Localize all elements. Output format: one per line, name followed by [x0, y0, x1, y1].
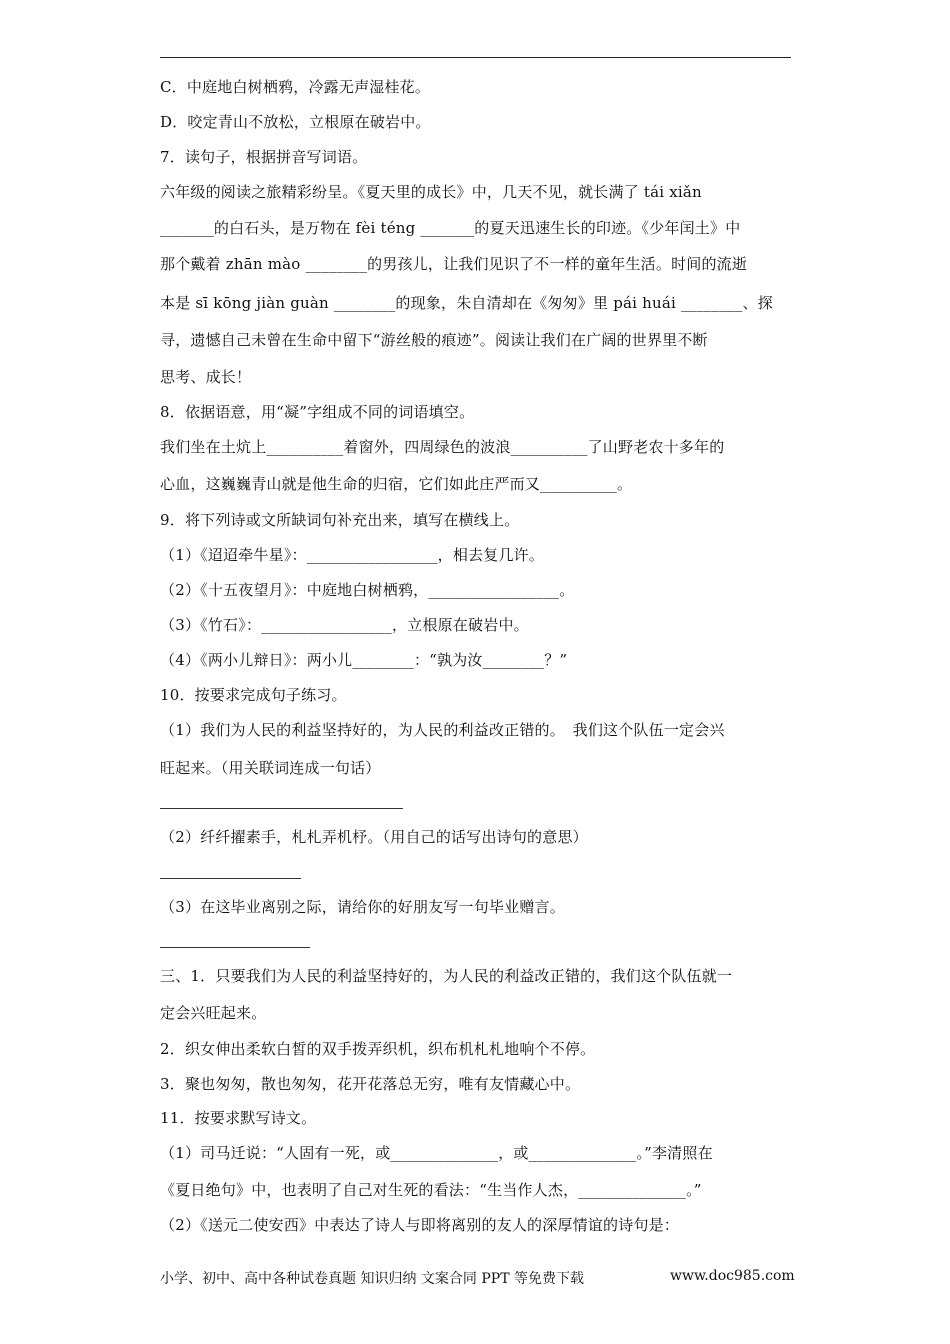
footer-text: 小学、初中、高中各种试卷真题 知识归纳 文案合同 PPT 等免费下载	[160, 1271, 584, 1287]
option-c: C．中庭地白树栖鸦，冷露无声湿桂花。	[160, 78, 431, 96]
q10-title: 10．按要求完成句子练习。	[160, 686, 347, 704]
q8-title: 8．依据语意，用“凝”字组成不同的词语填空。	[160, 403, 475, 421]
q11-item-2: （2）《送元二使安西》中表达了诗人与即将离别的友人的深厚情谊的诗句是：	[160, 1216, 680, 1234]
q7-line-4: 本是 sī kōng jiàn guàn ________的现象，朱自清却在《匆匆》里 pái huái ________、探	[160, 294, 773, 312]
q10-item-1a: （1）我们为人民的利益坚持好的，为人民的利益改正错的。 我们这个队伍一定会兴	[160, 721, 725, 739]
q11-title: 11．按要求默写诗文。	[160, 1109, 317, 1127]
q11-item-1a: （1）司马迁说：“人固有一死，或______________，或______________。”李清照在	[160, 1144, 713, 1162]
q7-line-2: _______的白石头，是万物在 fèi téng _______的夏天迅速生长的印迹。《少年闰土》中	[160, 219, 741, 237]
footer-url-link[interactable]: www.doc985.com	[670, 1268, 795, 1284]
option-d: D．咬定青山不放松，立根原在破岩中。	[160, 113, 431, 131]
q10-item-2: （2）纤纤擢素手，札札弄机杼。（用自己的话写出诗句的意思）	[160, 828, 588, 846]
q7-line-1: 六年级的阅读之旅精彩纷呈。《夏天里的成长》中，几天不见，就长满了 tái xiǎn	[160, 183, 702, 201]
q9-item-3: （3）《竹石》：_________________，立根原在破岩中。	[160, 616, 529, 634]
header-rule	[160, 57, 791, 58]
answer-line	[160, 947, 310, 948]
answer-1b: 定会兴旺起来。	[160, 1004, 267, 1022]
q8-line-2: 心血，这巍巍青山就是他生命的归宿，它们如此庄严而又__________。	[160, 475, 633, 493]
answer-3: 3．聚也匆匆，散也匆匆，花开花落总无穷，唯有友情藏心中。	[160, 1075, 581, 1093]
answer-2: 2．织女伸出柔软白皙的双手拨弄织机，织布机札札地响个不停。	[160, 1040, 596, 1058]
answer-line	[160, 808, 403, 809]
q11-item-1b: 《夏日绝句》中，也表明了自己对生死的看法：“生当作人杰，______________。”	[160, 1181, 702, 1199]
q7-line-6: 思考、成长！	[160, 368, 252, 386]
q9-item-2: （2）《十五夜望月》：中庭地白树栖鸦，_________________。	[160, 581, 575, 599]
answer-line	[160, 878, 301, 879]
q7-line-3: 那个戴着 zhān mào ________的男孩儿，让我们见识了不一样的童年生活。时间的流逝	[160, 255, 748, 273]
q9-item-4: （4）《两小儿辩日》：两小儿________：“孰为汝________？”	[160, 651, 568, 669]
q9-item-1: （1）《迢迢牵牛星》：_________________，相去复几许。	[160, 546, 545, 564]
q9-title: 9．将下列诗或文所缺词句补充出来，填写在横线上。	[160, 511, 520, 529]
answer-1a: 三、1．只要我们为人民的利益坚持好的，为人民的利益改正错的，我们这个队伍就一	[160, 967, 733, 985]
q8-line-1: 我们坐在土炕上__________着窗外，四周绿色的波浪__________了山野老农十多年的	[160, 438, 725, 456]
q10-item-1b: 旺起来。（用关联词连成一句话）	[160, 759, 381, 777]
footer	[160, 1268, 795, 1288]
q10-item-3: （3）在这毕业离别之际，请给你的好朋友写一句毕业赠言。	[160, 898, 565, 916]
q7-title: 7．读句子，根据拼音写词语。	[160, 148, 368, 166]
q7-line-5: 寻，遗憾自己未曾在生命中留下“游丝般的痕迹”。阅读让我们在广阔的世界里不断	[160, 331, 708, 349]
